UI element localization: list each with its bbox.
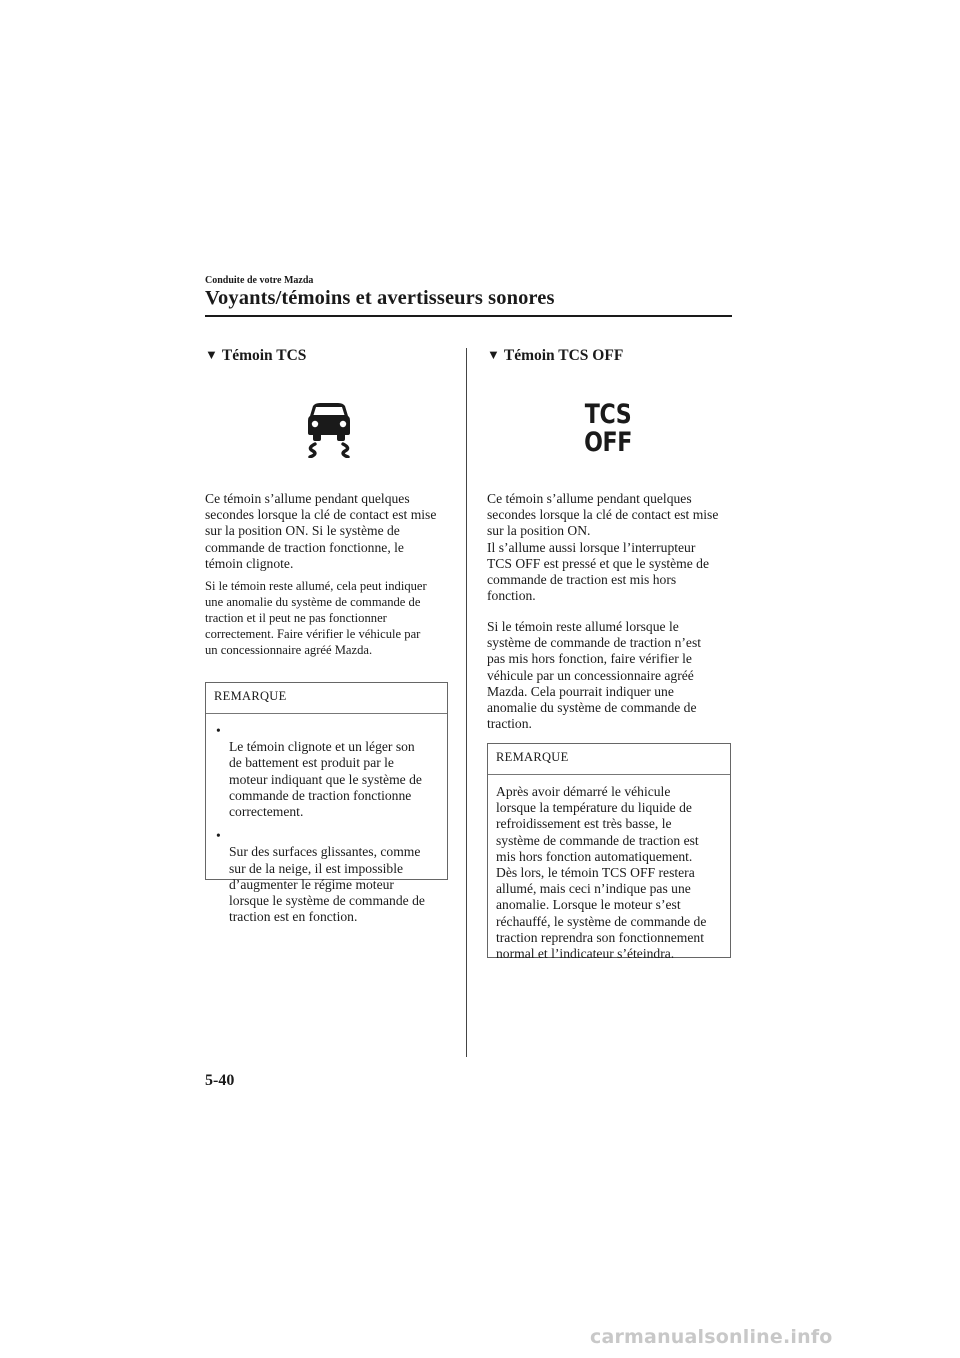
- section-title: Voyants/témoins et avertisseurs sonores: [205, 287, 555, 309]
- note-bullet-text: Sur des surfaces glissantes, comme sur de la neige, il est impossible d’augmenter le régime moteur lorsque le système de commande de traction est en fonction.: [229, 844, 425, 925]
- note-bullet-text: Le témoin clignote et un léger son de battement est produit par le moteur indiquant que le système de commande de traction fonctionne correctement.: [229, 739, 422, 820]
- tcs-paragraph-2: Si le témoin reste allumé, cela peut indiquer une anomalie du système de commande de traction et il peut ne pas fonctionner correctement. Faire vérifier le véhicule par un concessionnaire agréé Mazda.: [205, 579, 427, 657]
- heading-tcs: [205, 347, 306, 365]
- heading-tcs-off: [487, 347, 623, 365]
- tcs-off-paragraph-1: Ce témoin s’allume pendant quelques secondes lorsque la clé de contact est mise sur la position ON. Il s’allume aussi lorsque l’interrupteur TCS OFF est pressé et que le système de commande de traction est mis hors fonction.: [487, 491, 719, 604]
- column-divider: [466, 348, 467, 1057]
- tcs-note-box: [205, 682, 448, 925]
- header-rule: [205, 315, 732, 317]
- tcs-off-note-box: [487, 743, 731, 962]
- page-number: 5-40: [205, 1072, 235, 1089]
- heading-tcs-text: Témoin TCS: [221, 347, 307, 364]
- bullet-icon: •: [216, 828, 221, 844]
- note-title: REMARQUE: [496, 750, 569, 764]
- tcs-off-icon-line-2: OFF: [584, 427, 632, 458]
- note-bullet: [214, 723, 441, 820]
- traction-control-car-icon: [301, 402, 357, 458]
- note-separator: [488, 774, 730, 775]
- note-body: Après avoir démarré le véhicule lorsque la température du liquide de refroidissement est très basse, le système de commande de traction est mis hors fonction automatiquement. Dès lors, le témoin TCS OFF restera allumé, mais ceci n’indique pas une anomalie. Lorsque le moteur s’est réchauffé, le système de commande de traction reprendra son fonctionnement normal et l’indicateur s’éteindra.: [496, 784, 707, 962]
- tcs-off-icon-line-1: TCS: [584, 399, 632, 430]
- tcs-off-paragraph-2: Si le témoin reste allumé lorsque le système de commande de traction n’est pas mis hors fonction, faire vérifier le véhicule par un concessionnaire agréé Mazda. Cela pourrait indiquer une anomalie du système de commande de traction.: [487, 619, 702, 732]
- note-bullet: [214, 828, 441, 925]
- bullet-icon: •: [216, 723, 221, 738]
- heading-triangle-icon: ▼: [205, 347, 218, 362]
- heading-tcs-off-text: Témoin TCS OFF: [503, 347, 624, 364]
- heading-triangle-icon: ▼: [487, 347, 500, 362]
- tcs-paragraph-1: Ce témoin s’allume pendant quelques secondes lorsque la clé de contact est mise sur la position ON. Si le système de commande de traction fonctionne, le témoin clignote.: [205, 491, 437, 571]
- chapter-title: Conduite de votre Mazda: [205, 275, 314, 286]
- note-separator: [206, 713, 447, 714]
- note-title: REMARQUE: [214, 689, 287, 703]
- note-body: [214, 723, 441, 933]
- watermark: carmanualsonline.info: [590, 1326, 833, 1348]
- tcs-off-indicator-icon: [575, 401, 641, 457]
